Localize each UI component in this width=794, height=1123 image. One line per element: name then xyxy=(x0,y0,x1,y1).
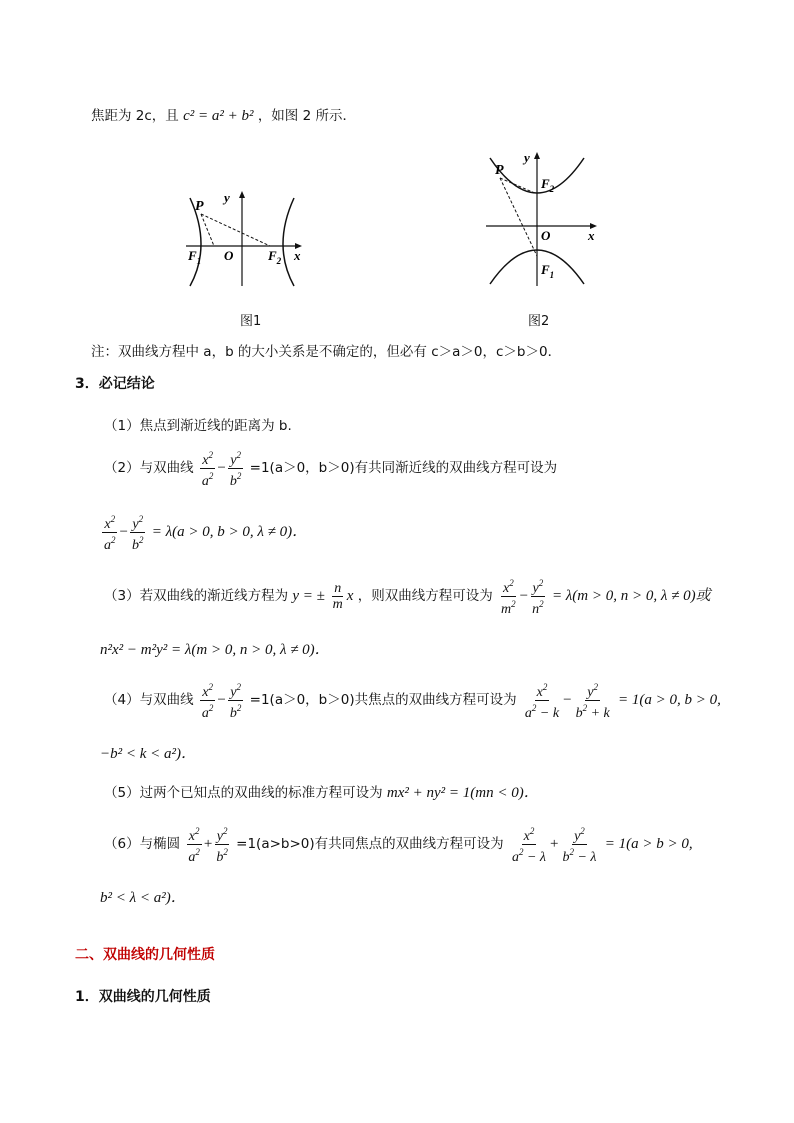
item-2-formula-text: = λ(a > 0, b > 0, λ ≠ 0)． xyxy=(151,524,308,540)
intro-prefix: 焦距为 2c，且 xyxy=(91,108,179,124)
fig2-label-o: O xyxy=(541,228,551,243)
fig2-label-x: x xyxy=(588,228,595,243)
note-text: 注：双曲线方程中 a，b 的大小关系是不确定的，但必有 c＞a＞0，c＞b＞0． xyxy=(91,344,562,360)
item-4-suffix: = 1(a > 0, b > 0, xyxy=(618,692,721,708)
fig2-y-arrow xyxy=(534,152,540,159)
item-5-formula: mx² + ny² = 1(mn < 0)． xyxy=(386,785,539,801)
fig1-right-branch xyxy=(283,198,294,286)
fig1-label-f1: $F_1$ xyxy=(188,248,202,266)
fig1-label-x: x xyxy=(294,248,301,263)
item-4: （4）与双曲线 $\frac{x^2}{a^2}$ − $\frac{y^2}{b^2}$ =1(a＞0，b＞0)共焦点的双曲线方程可设为 $\frac{x^2}{a^2 - k}$ − $\frac{y^2}{b^2 + k}$ = 1(a > 0, b > 0, xyxy=(104,682,721,721)
fig2-pf1-line xyxy=(500,178,537,256)
item-2-suffix: =1(a＞0，b＞0)有共同渐近线的双曲线方程可设为 xyxy=(249,460,558,476)
intro-suffix: ，如图 2 所示． xyxy=(257,108,356,124)
item-4-prefix: （4）与双曲线 xyxy=(104,692,194,708)
frac-x2-a2: $\frac{x^2}{a^2}$ xyxy=(201,450,214,489)
item-5 xyxy=(104,781,539,802)
item-3-prefix: （3）若双曲线的渐近线方程为 xyxy=(104,588,289,604)
figure-1-caption: 图1 xyxy=(240,314,262,329)
item-3-asym: y = ± xyxy=(292,588,329,604)
item-6-mid: =1(a>b>0)有共同焦点的双曲线方程可设为 xyxy=(236,836,504,852)
fig2-label-f2: $F_2$ xyxy=(541,176,555,194)
fig2-label-y: y xyxy=(524,150,530,165)
item-4-mid: =1(a＞0，b＞0)共焦点的双曲线方程可设为 xyxy=(249,692,517,708)
fig1-label-f2: $F_2$ xyxy=(268,248,282,266)
item-2-prefix: （2）与双曲线 xyxy=(104,460,194,476)
fig1-label-p: P xyxy=(195,199,204,214)
item-1: （1）焦点到渐近线的距离为 b. xyxy=(104,418,292,434)
fig2-label-f1: $F_1$ xyxy=(541,262,555,280)
item-3-mid: ，则双曲线方程可设为 xyxy=(357,588,493,604)
item-3-suffix: = λ(m > 0, n > 0, λ ≠ 0)或 xyxy=(551,588,711,604)
item-5-text: （5）过两个已知点的双曲线的标准方程可设为 xyxy=(104,785,383,801)
intro-formula: c² = a² + b² xyxy=(183,108,254,124)
fig2-label-p: P xyxy=(495,163,504,178)
item-6-prefix: （6）与椭圆 xyxy=(104,836,181,852)
fig2-pf2-line xyxy=(500,178,537,194)
item-4-cont: −b² < k < a²)． xyxy=(100,746,197,762)
item-2-formula: $\frac{x^2}{a^2}$ − $\frac{y^2}{b^2}$ = λ(a > 0, b > 0, λ ≠ 0)． xyxy=(104,514,308,553)
fig1-pf2-line xyxy=(201,214,270,246)
fig1-label-y: y xyxy=(224,190,230,205)
item-3-formula-2: n²x² − m²y² = λ(m > 0, n > 0, λ ≠ 0)． xyxy=(100,642,330,658)
frac-y2-b2: $\frac{y^2}{b^2}$ xyxy=(229,450,242,489)
item-6-suffix: = 1(a > b > 0, xyxy=(604,836,693,852)
fig1-y-arrow xyxy=(239,191,245,198)
figure-2-hyperbola xyxy=(482,148,607,288)
figure-2-caption: 图2 xyxy=(528,314,550,329)
figure-1-hyperbola xyxy=(182,188,312,288)
section-two-subtitle: 1．双曲线的几何性质 xyxy=(75,989,211,1005)
fig1-label-o: O xyxy=(224,248,234,263)
section-two-title: 二、双曲线的几何性质 xyxy=(75,947,215,963)
item-6-cont: b² < λ < a²)． xyxy=(100,890,186,906)
intro-line xyxy=(91,104,356,125)
item-2: （2）与双曲线 $\frac{x^2}{a^2}$ − $\frac{y^2}{b^2}$ =1(a＞0，b＞0)有共同渐近线的双曲线方程可设为 xyxy=(104,450,558,489)
item-6: （6）与椭圆 $\frac{x^2}{a^2}$ + $\frac{y^2}{b^2}$ =1(a>b>0)有共同焦点的双曲线方程可设为 $\frac{x^2}{a^2 - \lambda}$ + $\frac{y^2}{b^2 - \lambda}$ = 1(a > b > 0, xyxy=(104,826,693,865)
item-3: （3）若双曲线的渐近线方程为 y = ± $\frac{n}{m}$ x ，则双曲线方程可设为 $\frac{x^2}{m^2}$ − $\frac{y^2}{n^2}$ = λ(m > 0, n > 0, λ ≠ 0)或 xyxy=(104,578,711,617)
section-3-title: 3．必记结论 xyxy=(75,376,155,392)
